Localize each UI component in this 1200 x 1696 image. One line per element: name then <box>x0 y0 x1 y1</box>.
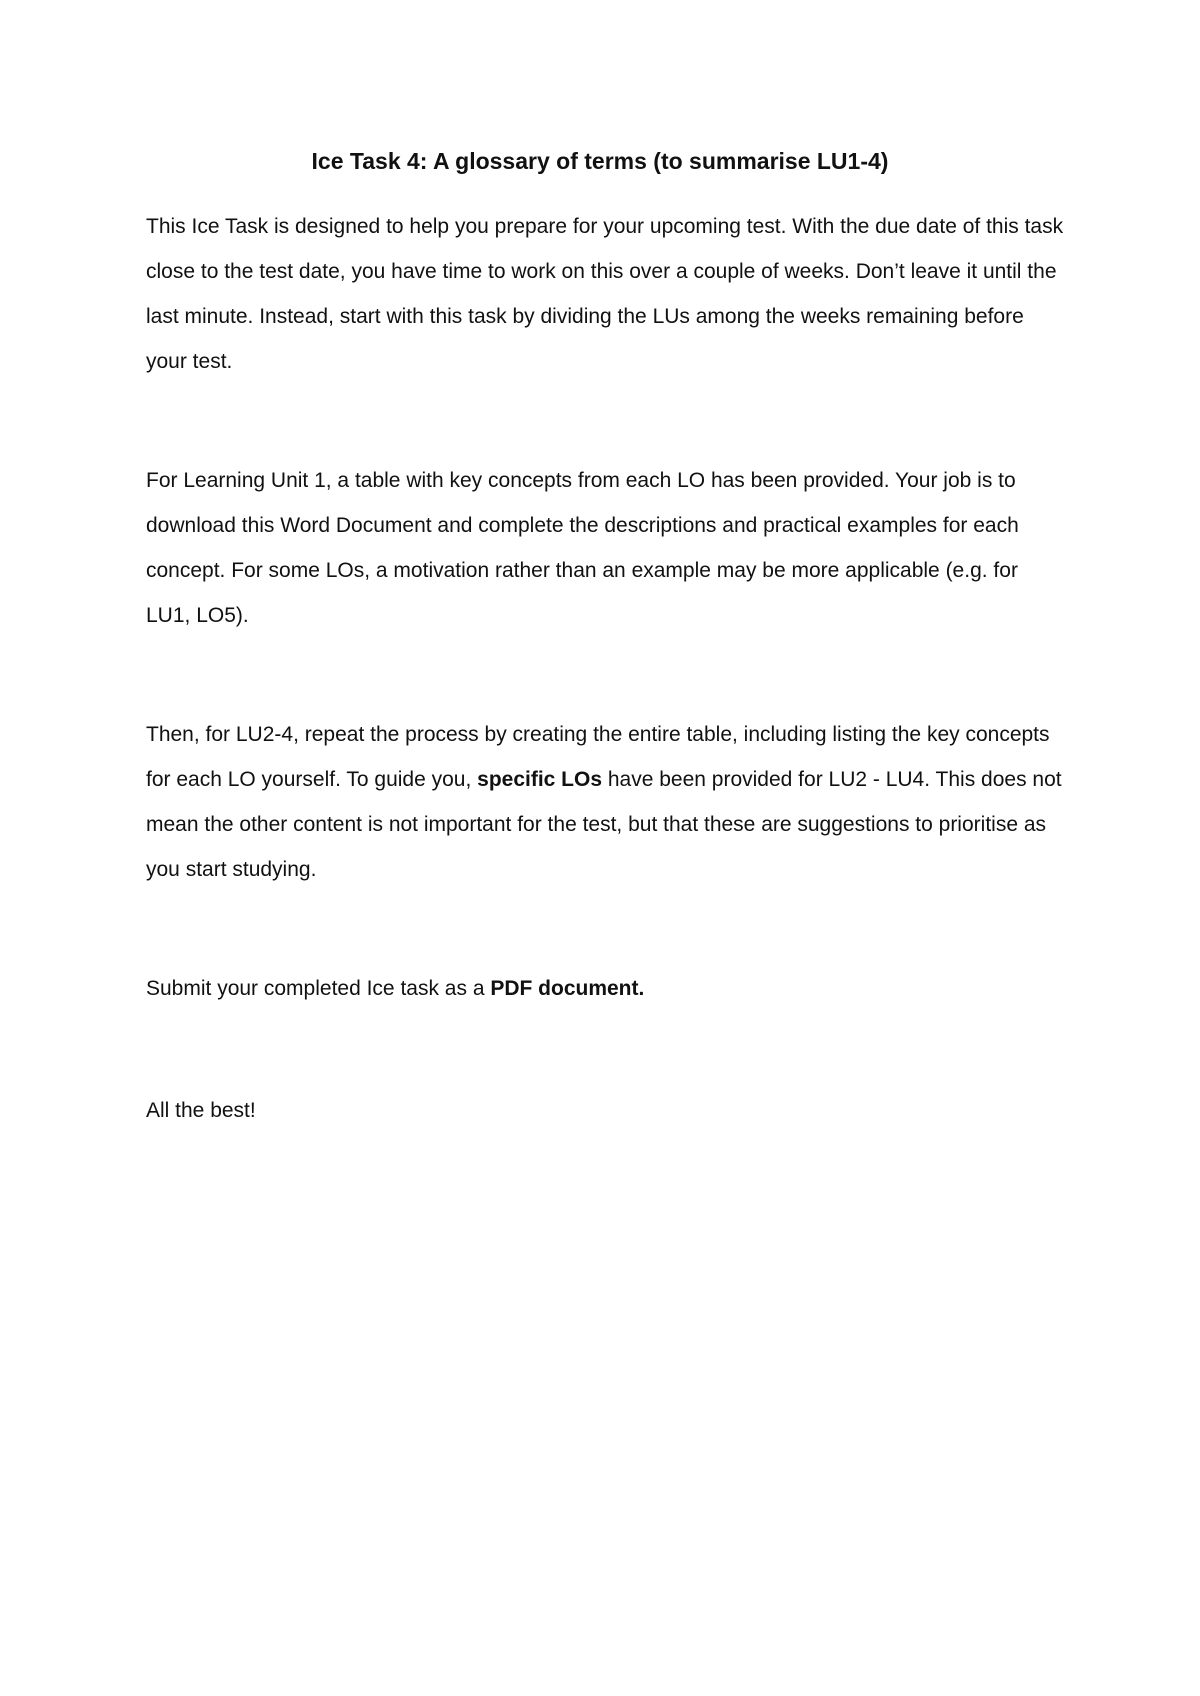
submission-paragraph <box>146 966 1066 1011</box>
specific-los-emphasis: specific LOs <box>477 768 603 791</box>
document-title: Ice Task 4: A glossary of terms (to summarise LU1-4) <box>311 148 889 174</box>
lu2-4-text-end: have been provided for LU2 - LU4. This does not mean the other content is not important for the test, but that these are suggestions to prioritise as you start studying. <box>146 768 1062 881</box>
closing-line: All the best! <box>146 1099 256 1122</box>
lu2-4-text-start: Then, for LU2-4, repeat the process by creating the entire table, including listing the key concepts for each LO yourself. To guide you, <box>146 723 1050 791</box>
pdf-document-emphasis: PDF document. <box>490 977 645 1000</box>
submission-text: Submit your completed Ice task as a <box>146 977 491 1000</box>
lu2-4-paragraph <box>146 712 1066 892</box>
intro-paragraph: This Ice Task is designed to help you prepare for your upcoming test. With the due date of this task close to the test date, you have time to work on this over a couple of weeks. Don’t leave it until the last minute. Instead, start with this task by dividing the LUs among the weeks remaining before your test. <box>146 215 1064 373</box>
learning-unit-1-paragraph: For Learning Unit 1, a table with key concepts from each LO has been provided. Your job is to download this Word Document and complete the descriptions and practical examples for each concept. For some LOs, a motivation rather than an example may be more applicable (e.g. for LU1, LO5). <box>146 469 1019 627</box>
